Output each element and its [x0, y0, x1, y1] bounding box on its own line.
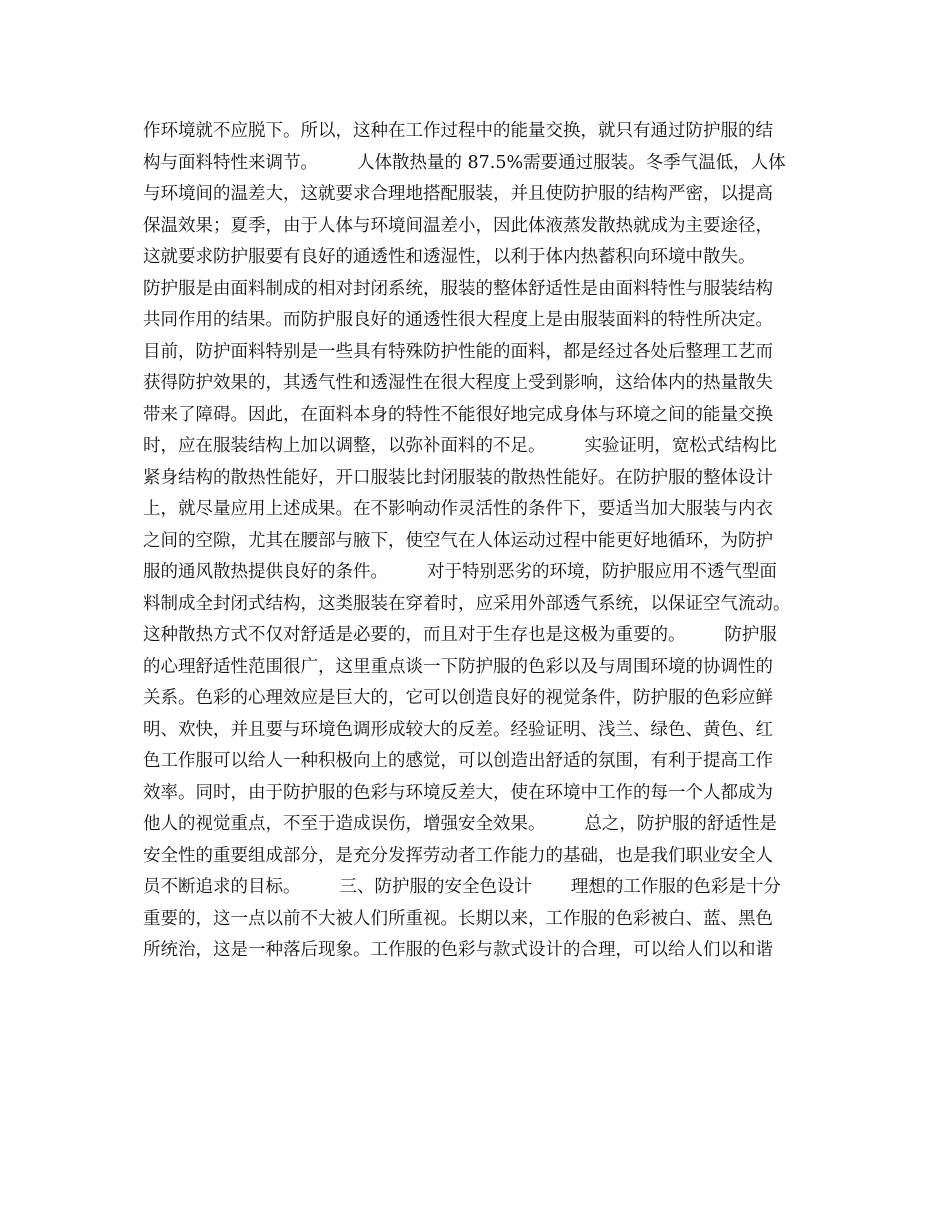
text-line: 重要的，这一点以前不大被人们所重视。长期以来，工作服的色彩被白、蓝、黑色	[143, 908, 773, 929]
text-line: 带来了障碍。因此，在面料本身的特性不能很好地完成身体与环境之间的能量交换	[143, 404, 773, 425]
text-line: 共同作用的结果。而防护服良好的通透性很大程度上是由服装面料的特性所决定。	[143, 310, 773, 330]
text-line: 所统治，这是一种落后现象。工作服的色彩与款式设计的合理，可以给人们以和谐	[143, 940, 773, 960]
text-line: 获得防护效果的，其透气性和透湿性在很大程度上受到影响，这给体内的热量散失	[143, 373, 773, 393]
text-line: 他人的视觉重点，不至于造成误伤，增强安全效果。 总之，防护服的舒适性是	[143, 814, 777, 834]
text-line: 构与面料特性来调节。 人体散热量的 87.5%需要通过服装。冬季气温低，人体	[143, 152, 786, 173]
text-line: 防护服是由面料制成的相对封闭系统，服装的整体舒适性是由面料特性与服装结构	[143, 278, 773, 299]
text-line: 效率。同时，由于防护服的色彩与环境反差大，使在环境中工作的每一个人都成为	[143, 782, 773, 803]
text-line: 这就要求防护服要有良好的通透性和透湿性，以利于体内热蓄积向环境中散失。	[143, 247, 756, 267]
text-line: 之间的空隙，尤其在腰部与腋下，使空气在人体运动过程中能更好地循环，为防护	[143, 530, 773, 551]
text-line: 色工作服可以给人一种积极向上的感觉，可以创造出舒适的氛围，有利于提高工作	[143, 751, 773, 771]
text-line: 安全性的重要组成部分，是充分发挥劳动者工作能力的基础，也是我们职业安全人	[143, 845, 773, 866]
text-line: 时，应在服装结构上加以调整，以弥补面料的不足。 实验证明，宽松式结构比	[143, 436, 777, 456]
text-line: 与环境间的温差大，这就要求合理地搭配服装，并且使防护服的结构严密，以提高	[143, 184, 773, 204]
text-line: 料制成全封闭式结构，这类服装在穿着时，应采用外部透气系统，以保证空气流动。	[143, 593, 791, 614]
text-line: 紧身结构的散热性能好，开口服装比封闭服装的散热性能好。在防护服的整体设计	[143, 467, 773, 488]
text-line: 保温效果；夏季，由于人体与环境间温差小，因此体液蒸发散热就成为主要途径，	[143, 215, 773, 236]
text-line: 上，就尽量应用上述成果。在不影响动作灵活性的条件下，要适当加大服装与内衣	[143, 499, 773, 519]
body-text	[143, 116, 823, 967]
text-line: 服的通风散热提供良好的条件。 对于特别恶劣的环境，防护服应用不透气型面	[143, 562, 777, 582]
text-line: 这种散热方式不仅对舒适是必要的，而且对于生存也是这极为重要的。 防护服	[143, 625, 777, 645]
text-line: 明、欢快，并且要与环境色调形成较大的反差。经验证明、浅兰、绿色、黄色、红	[143, 719, 773, 740]
text-line: 员不断追求的目标。 三、防护服的安全色设计 理想的工作服的色彩是十分	[143, 877, 781, 897]
text-line: 目前，防护面料特别是一些具有特殊防护性能的面料，都是经过各处后整理工艺而	[143, 341, 773, 362]
text-line: 作环境就不应脱下。所以，这种在工作过程中的能量交换，就只有通过防护服的结	[143, 121, 773, 141]
text-line: 的心理舒适性范围很广，这里重点谈一下防护服的色彩以及与周围环境的协调性的	[143, 656, 773, 677]
text-line: 关系。色彩的心理效应是巨大的，它可以创造良好的视觉条件，防护服的色彩应鲜	[143, 688, 773, 708]
